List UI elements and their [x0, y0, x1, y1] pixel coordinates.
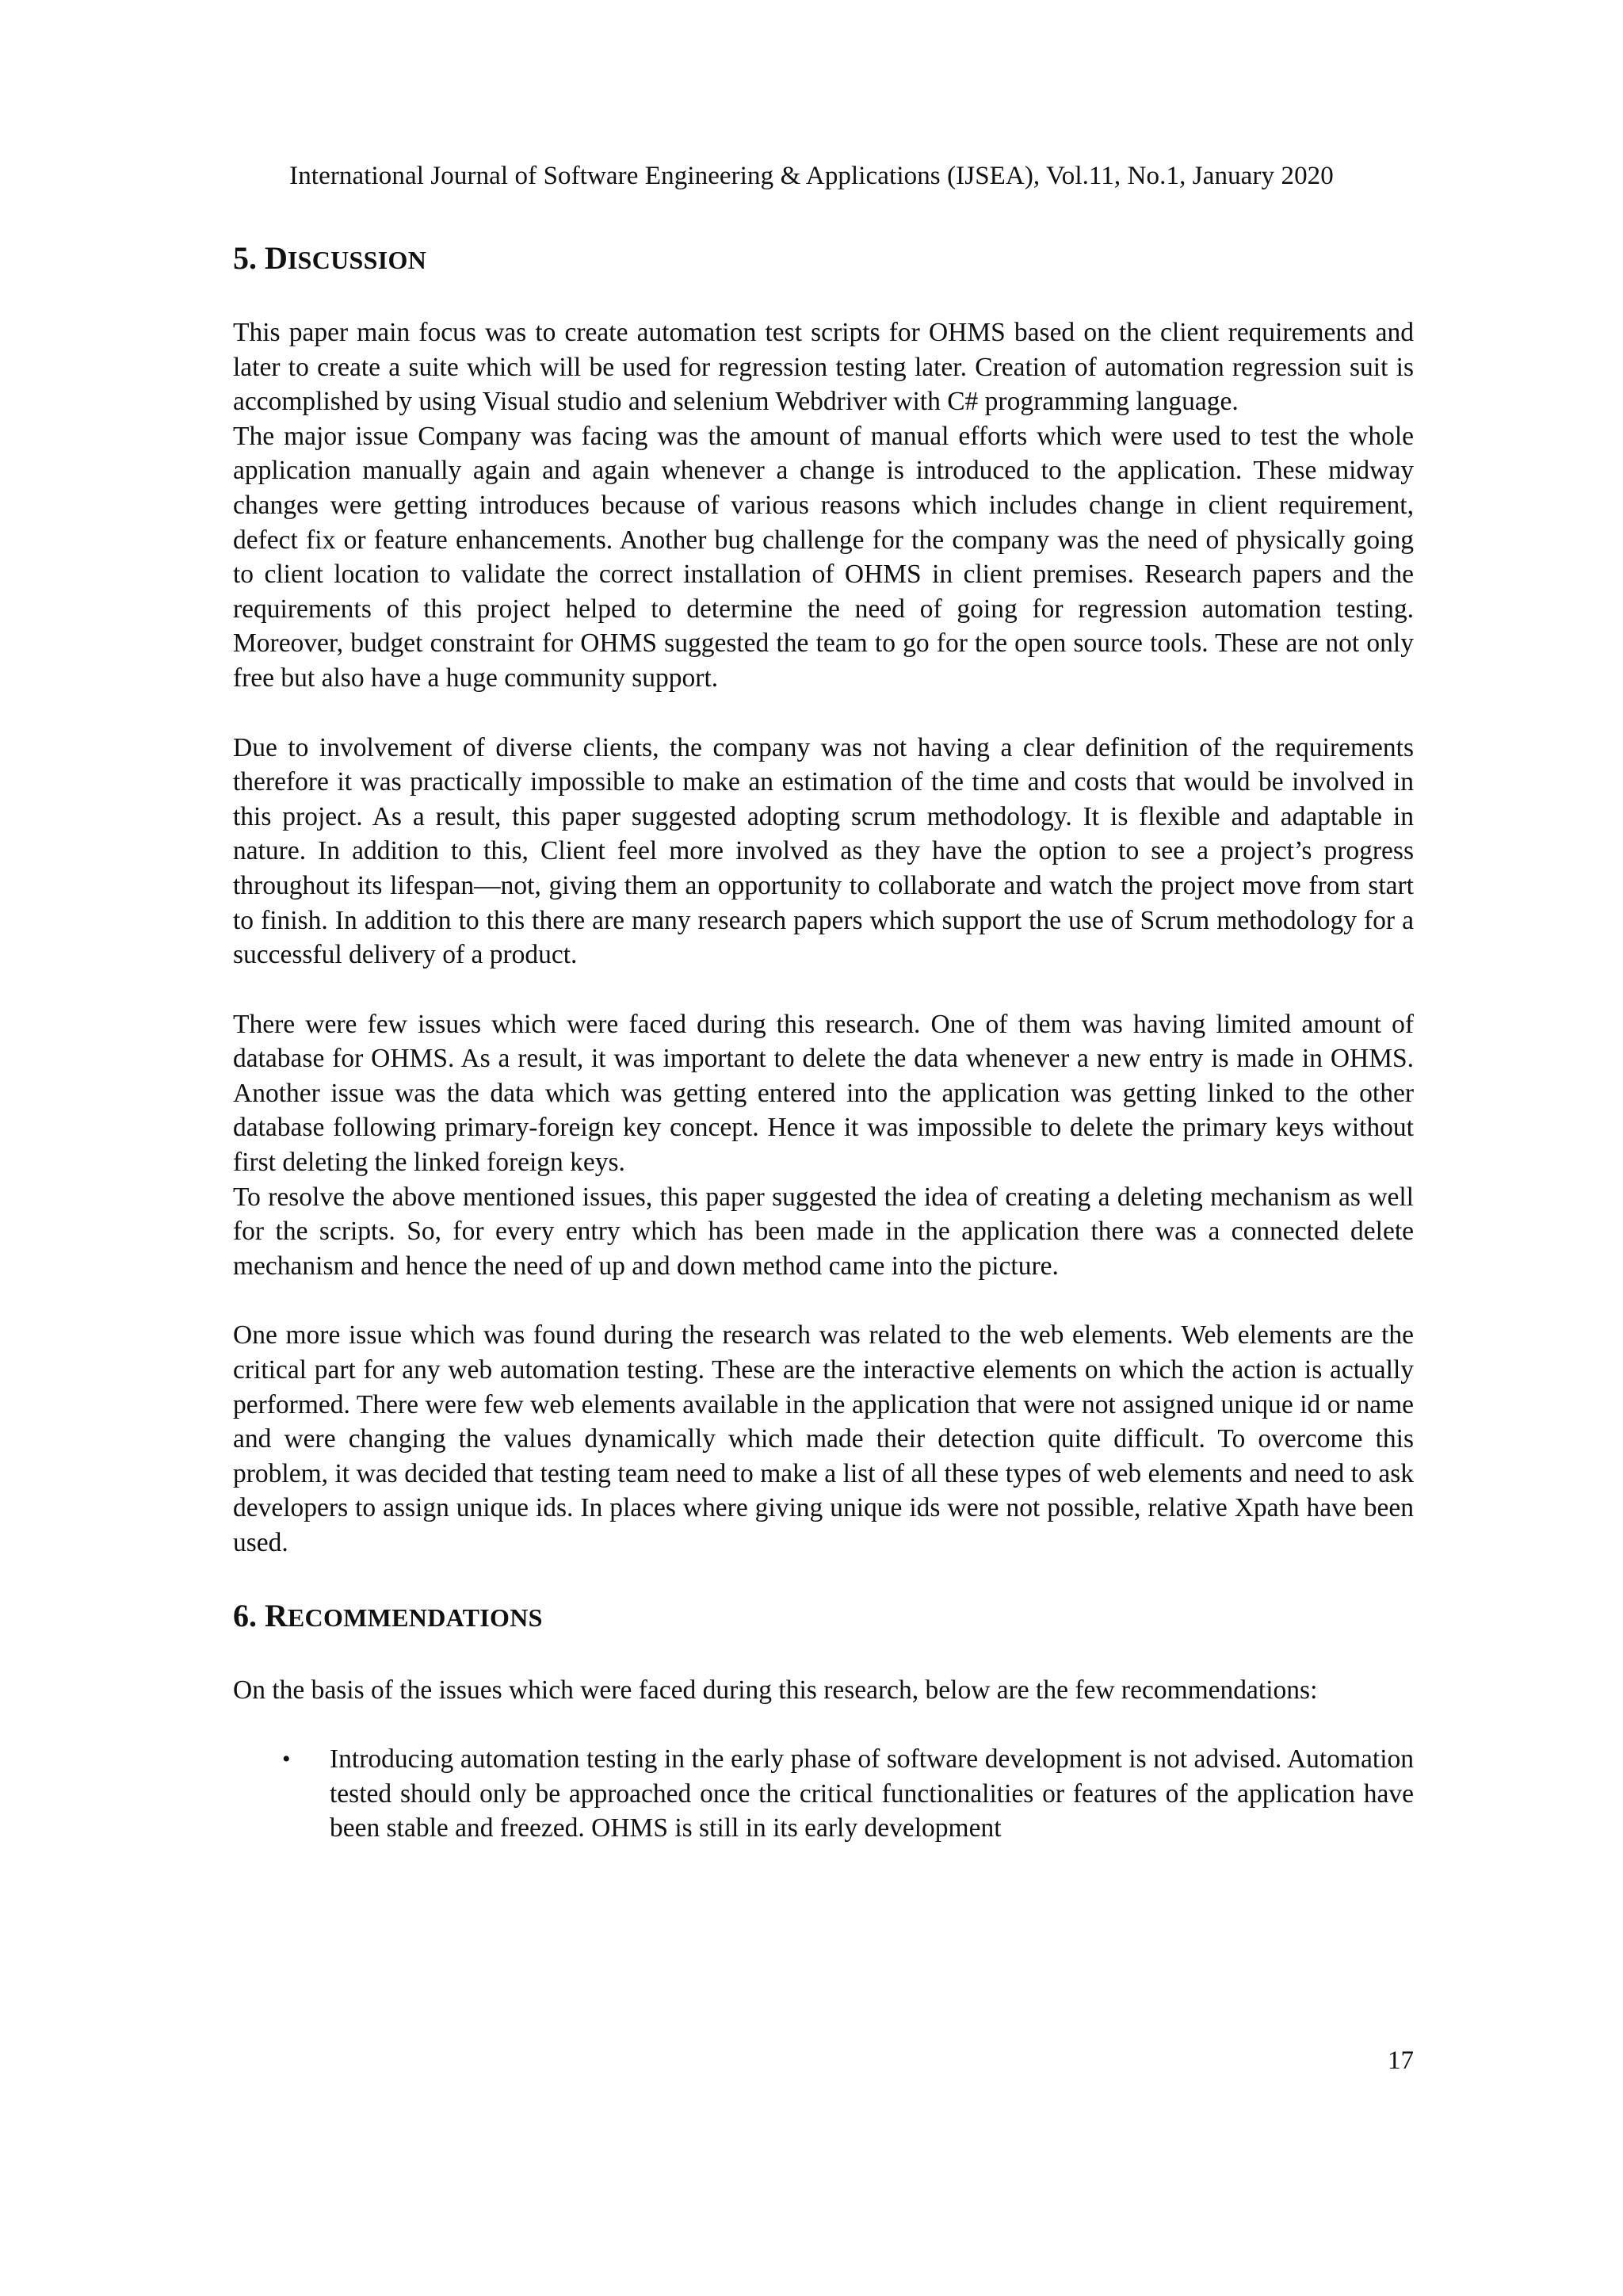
- paragraph: This paper main focus was to create automation test scripts for OHMS based on the client requirements and later to create a suite which will be used for regression testing later. Creation of automation regression suit is accomplished by using Visual studio and selenium Webdriver with C# programming language.: [233, 318, 1414, 417]
- paragraph: The major issue Company was facing was the amount of manual efforts which were used to test the whole application manually again and again whenever a change is introduced to the application. These midway changes were getting introduces because of various reasons which includes change in client requirement, defect fix or feature enhancements. Another bug challenge for the company was the need of physically going to client location to validate the correct installation of OHMS in client premises. Research papers and the requirements of this project helped to determine the need of going for regression automation testing. Moreover, budget constraint for OHMS suggested the team to go for the open source tools. These are not only free but also have a huge community support.: [233, 421, 1414, 693]
- section-number: 5. D: [233, 240, 288, 276]
- section-intro: On the basis of the issues which were faced during this research, below are the few recommendations:: [233, 1675, 1318, 1705]
- page-number: 17: [1388, 2046, 1414, 2075]
- section-title: ECOMMENDATIONS: [287, 1603, 543, 1632]
- paragraph: To resolve the above mentioned issues, this paper suggested the idea of creating a deleting mechanism as well for the scripts. So, for every entry which has been made in the application there was a connected delete mechanism and hence the need of up and down method came into the picture.: [233, 1182, 1414, 1281]
- recommendation-list: [233, 1742, 1414, 1846]
- paragraph: There were few issues which were faced during this research. One of them was having limited amount of database for OHMS. As a result, it was important to delete the data whenever a new entry is made in OHMS. Another issue was the data which was getting entered into the application was getting linked to the other database following primary-foreign key concept. Hence it was impossible to delete the primary keys without first deleting the linked foreign keys.: [233, 1009, 1414, 1178]
- list-item-text: Introducing automation testing in the early phase of software development is not advised. Automation tested should only be approached once the critical functionalities or features of the application have been stable and freezed. OHMS is still in its early development: [330, 1744, 1414, 1843]
- section-heading-discussion: [233, 238, 1414, 281]
- paragraph: One more issue which was found during the research was related to the web elements. Web elements are the critical part for any web automation testing. These are the interactive elements on which the action is actually performed. There were few web elements available in the application that were not assigned unique id or name and were changing the values dynamically which made their detection quite difficult. To overcome this problem, it was decided that testing team need to make a list of all these types of web elements and need to ask developers to assign unique ids. In places where giving unique ids were not possible, relative Xpath have been used.: [233, 1320, 1414, 1557]
- paragraph: Due to involvement of diverse clients, the company was not having a clear definition of the requirements therefore it was practically impossible to make an estimation of the time and costs that would be involved in this project. As a result, this paper suggested adopting scrum methodology. It is flexible and adaptable in nature. In addition to this, Client feel more involved as they have the option to see a project’s progress throughout its lifespan—not, giving them an opportunity to collaborate and watch the project move from start to finish. In addition to this there are many research papers which support the use of Scrum methodology for a successful delivery of a product.: [233, 732, 1414, 970]
- running-header: International Journal of Software Engineering & Applications (IJSEA), Vol.11, No.1, January 2020: [289, 162, 1334, 190]
- list-item: [233, 1742, 1414, 1846]
- section-heading-recommendations: [233, 1595, 1414, 1638]
- bullet-icon: •: [282, 1746, 291, 1773]
- section-number: 6. R: [233, 1597, 288, 1633]
- page-body: [233, 238, 1414, 1846]
- section-title: ISCUSSION: [287, 246, 427, 274]
